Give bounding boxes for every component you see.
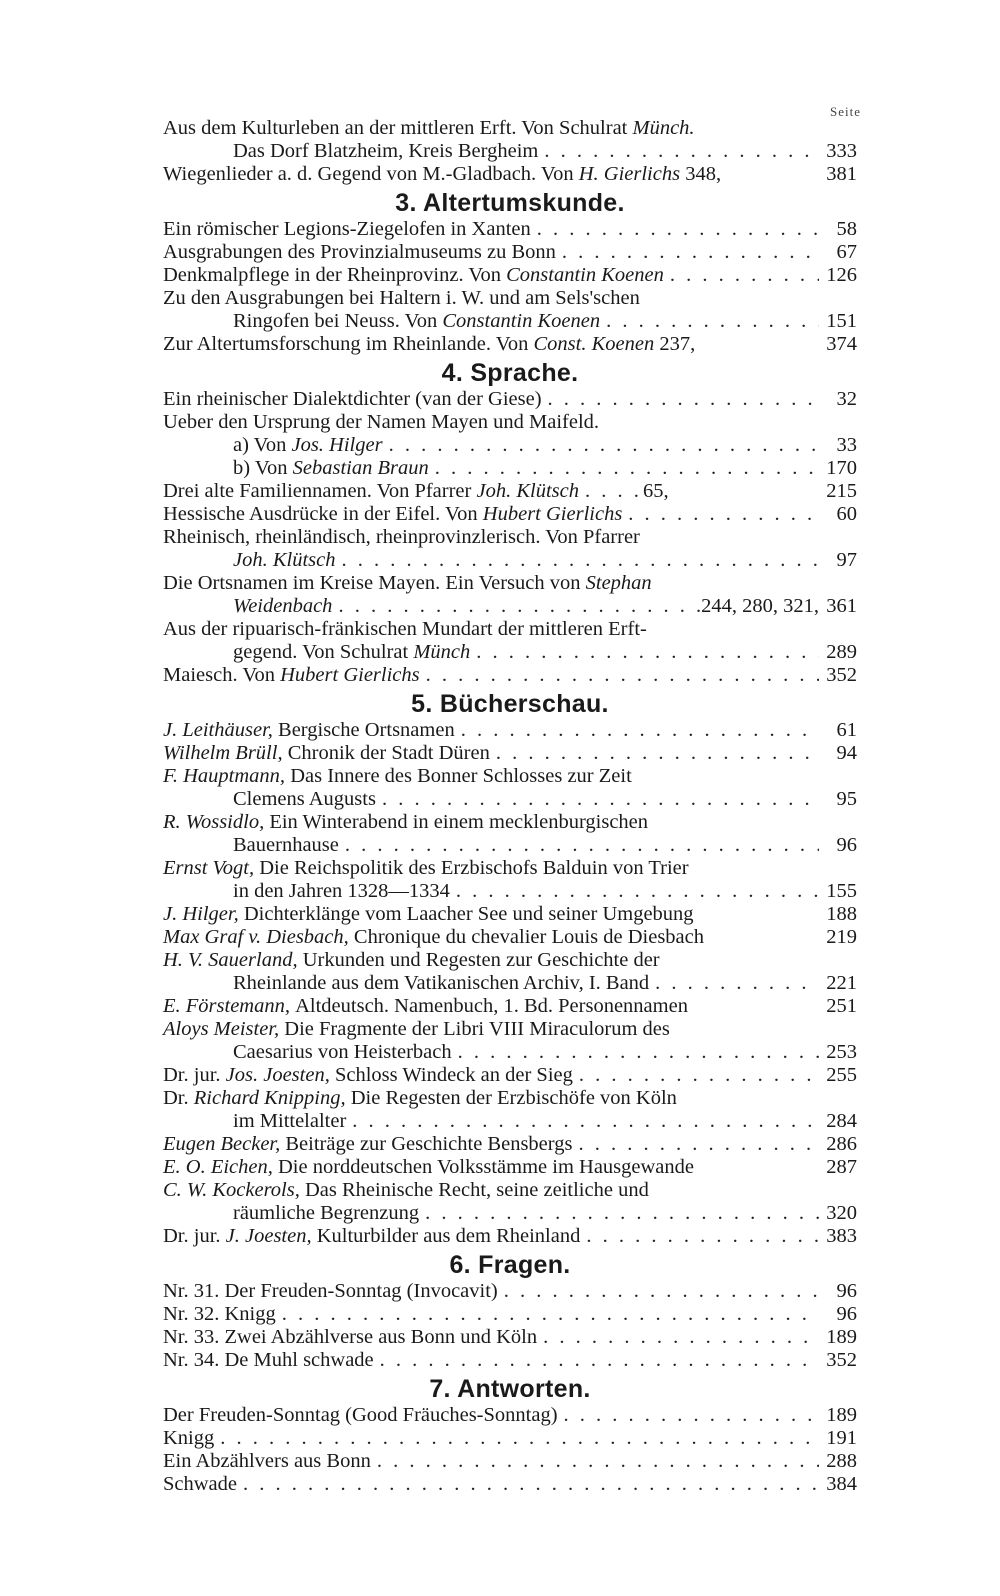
- toc-entry: Aloys Meister, Die Fragmente der Libri VIII Miraculorum des Caesarius von Heisterbach . . . 253: [163, 1018, 857, 1064]
- toc-entry: Hessische Ausdrücke in der Eifel. Von Hubert Gierlichs . . . 60: [163, 503, 857, 526]
- toc-entry: Nr. 31. Der Freuden-Sonntag (Invocavit) . . . 96: [163, 1280, 857, 1303]
- page-number: 97: [836, 549, 857, 571]
- page-number: 189: [826, 1404, 857, 1426]
- toc-entry: F. Hauptmann, Das Innere des Bonner Schlosses zur Zeit Clemens Augusts . . . 95: [163, 765, 857, 811]
- toc-entry: E. Förstemann, Altdeutsch. Namenbuch, 1. Bd. Personennamen 251: [163, 995, 857, 1017]
- toc-content: [163, 117, 857, 1496]
- page-number: 383: [826, 1225, 857, 1247]
- page-number: 60: [836, 503, 857, 525]
- page-number: 253: [826, 1041, 857, 1063]
- page-number: 96: [836, 1303, 857, 1325]
- toc-entry: Ein rheinischer Dialektdichter (van der Giese) . . . 32: [163, 388, 857, 411]
- page-number: 287: [826, 1156, 857, 1178]
- toc-entry: Ein Abzählvers aus Bonn . . . 288: [163, 1450, 857, 1473]
- toc-entry: Zu den Ausgrabungen bei Haltern i. W. und am Sels'schen Ringofen bei Neuss. Von Constantin Koenen . . . 151: [163, 287, 857, 333]
- page-number: 32: [836, 388, 857, 410]
- page-number: 320: [826, 1202, 857, 1224]
- toc-entry: Eugen Becker, Beiträge zur Geschichte Bensbergs . . . 286: [163, 1133, 857, 1156]
- toc-entry: Die Ortsnamen im Kreise Mayen. Ein Versuch von Stephan Weidenbach . . . 244, 280, 321, 361: [163, 572, 857, 618]
- page-number: 333: [826, 140, 857, 162]
- toc-entry: Dr. jur. J. Joesten, Kulturbilder aus dem Rheinland . . . 383: [163, 1225, 857, 1248]
- page-number: 361: [826, 595, 857, 617]
- toc-entry: J. Hilger, Dichterklänge vom Laacher See und seiner Umgebung 188: [163, 903, 857, 925]
- toc-entry: Wilhelm Brüll, Chronik der Stadt Düren . . . 94: [163, 742, 857, 765]
- toc-entry: Maiesch. Von Hubert Gierlichs . . . 352: [163, 664, 857, 687]
- page-number: 33: [836, 434, 857, 456]
- toc-entry: Dr. Richard Knipping, Die Regesten der Erzbischöfe von Köln im Mittelalter . . . 284: [163, 1087, 857, 1133]
- page-number: 215: [826, 480, 857, 502]
- page-number: 188: [826, 903, 857, 925]
- toc-entry: C. W. Kockerols, Das Rheinische Recht, seine zeitliche und räumliche Begrenzung . . . 320: [163, 1179, 857, 1225]
- toc-entry: Denkmalpflege in der Rheinprovinz. Von Constantin Koenen . . . 126: [163, 264, 857, 287]
- page-number: 151: [826, 310, 857, 332]
- page-number: 255: [826, 1064, 857, 1086]
- page-number: 95: [836, 788, 857, 810]
- section-heading: 7. Antworten.: [429, 1375, 591, 1403]
- page-number: 58: [836, 218, 857, 240]
- page-number: 126: [826, 264, 857, 286]
- page-column-label: Seite: [830, 104, 861, 119]
- toc-entry: H. V. Sauerland, Urkunden und Regesten zur Geschichte der Rheinlande aus dem Vatikanischen Archiv, I. Band . . . 221: [163, 949, 857, 995]
- page-number: 219: [826, 926, 857, 948]
- page-number: 155: [826, 880, 857, 902]
- page-number: 288: [826, 1450, 857, 1472]
- page-number: 251: [826, 995, 857, 1017]
- toc-entry: Knigg . . . 191: [163, 1427, 857, 1450]
- page-number: 284: [826, 1110, 857, 1132]
- section-heading: 3. Altertumskunde.: [395, 189, 625, 217]
- page-number: 381: [826, 163, 857, 185]
- toc-entry: Ausgrabungen des Provinzialmuseums zu Bonn . . . 67: [163, 241, 857, 264]
- page-number: 286: [826, 1133, 857, 1155]
- page-number: 189: [826, 1326, 857, 1348]
- page-number: 67: [836, 241, 857, 263]
- toc-entry: Rheinisch, rheinländisch, rheinprovinzlerisch. Von Pfarrer Joh. Klütsch . . . 97: [163, 526, 857, 572]
- page-number: 96: [836, 834, 857, 856]
- page-number: 384: [826, 1473, 857, 1495]
- toc-entry: R. Wossidlo, Ein Winterabend in einem mecklenburgischen Bauernhause . . . 96: [163, 811, 857, 857]
- section-heading: 4. Sprache.: [441, 359, 579, 387]
- page-number: 61: [836, 719, 857, 741]
- page-number: 221: [826, 972, 857, 994]
- page-number: 94: [836, 742, 857, 764]
- toc-entry: Ueber den Ursprung der Namen Mayen und Maifeld. a) Von Jos. Hilger . . . 33 b) Von Sebastian Braun . . . 170: [163, 411, 857, 480]
- page-number: 170: [826, 457, 857, 479]
- page-number: 96: [836, 1280, 857, 1302]
- toc-entry: Der Freuden-Sonntag (Good Fräuches-Sonntag) . . . 189: [163, 1404, 857, 1427]
- page-number: 352: [826, 664, 857, 686]
- toc-entry: Wiegenlieder a. d. Gegend von M.-Gladbach. Von H. Gierlichs 348, 381: [163, 163, 857, 185]
- page-number: 191: [826, 1427, 857, 1449]
- toc-entry: Schwade . . . 384: [163, 1473, 857, 1496]
- toc-entry: Aus dem Kulturleben an der mittleren Erft. Von Schulrat Münch. Das Dorf Blatzheim, Kreis Bergheim . . . 333: [163, 117, 857, 163]
- toc-entry: Ein römischer Legions-Ziegelofen in Xanten . . . 58: [163, 218, 857, 241]
- toc-entry: E. O. Eichen, Die norddeutschen Volksstämme im Hausgewande 287: [163, 1156, 857, 1178]
- toc-entry: Nr. 34. De Muhl schwade . . . 352: [163, 1349, 857, 1372]
- toc-entry: Nr. 33. Zwei Abzählverse aus Bonn und Köln . . . 189: [163, 1326, 857, 1349]
- toc-entry: Drei alte Familiennamen. Von Pfarrer Joh. Klütsch . . . 65, 215: [163, 480, 857, 503]
- page-number: 374: [826, 333, 857, 355]
- toc-entry: Nr. 32. Knigg . . . 96: [163, 1303, 857, 1326]
- page-number: 289: [826, 641, 857, 663]
- toc-entry: Zur Altertumsforschung im Rheinlande. Von Const. Koenen 237, 374: [163, 333, 857, 355]
- toc-entry: Max Graf v. Diesbach, Chronique du chevalier Louis de Diesbach 219: [163, 926, 857, 948]
- toc-entry: Ernst Vogt, Die Reichspolitik des Erzbischofs Balduin von Trier in den Jahren 1328—1334 . . . 155: [163, 857, 857, 903]
- section-heading: 6. Fragen.: [449, 1251, 571, 1279]
- toc-entry: Dr. jur. Jos. Joesten, Schloss Windeck an der Sieg . . . 255: [163, 1064, 857, 1087]
- page-number: 352: [826, 1349, 857, 1371]
- section-heading: 5. Bücherschau.: [411, 690, 609, 718]
- toc-entry: Aus der ripuarisch-fränkischen Mundart der mittleren Erft- gegend. Von Schulrat Münch . . . 289: [163, 618, 857, 664]
- toc-entry: J. Leithäuser, Bergische Ortsnamen . . . 61: [163, 719, 857, 742]
- toc-page: [163, 0, 861, 1596]
